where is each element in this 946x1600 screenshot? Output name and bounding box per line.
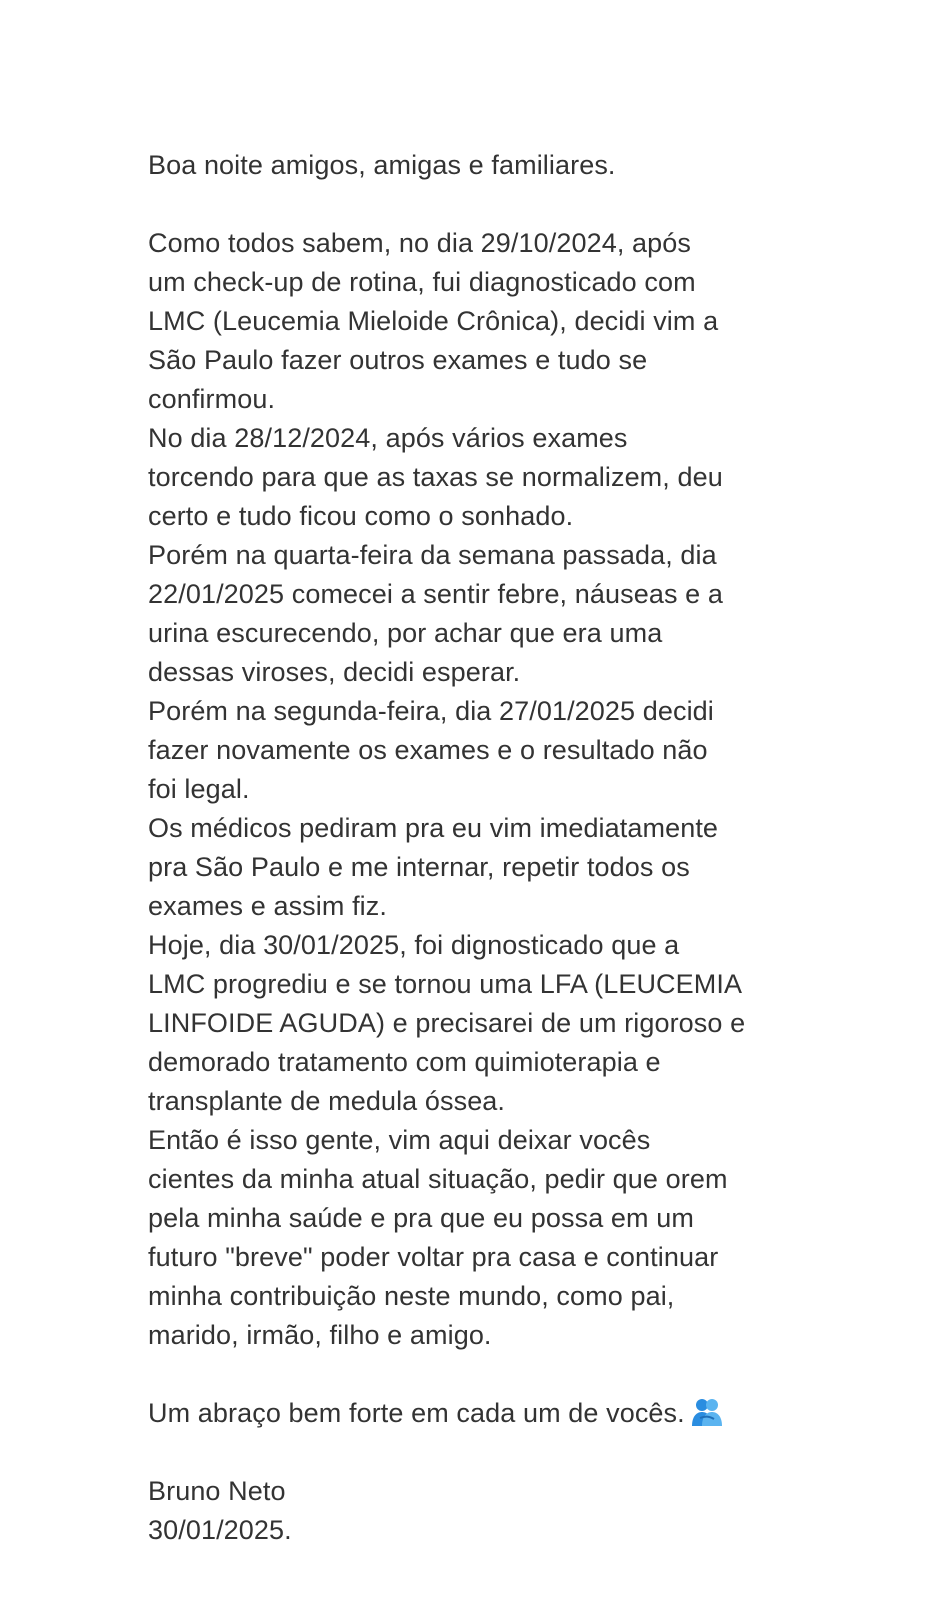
message-line: minha contribuição neste mundo, como pai, (148, 1281, 675, 1311)
blank-line (148, 185, 788, 224)
message-line: demorado tratamento com quimioterapia e (148, 1047, 661, 1077)
message-line: um check-up de rotina, fui diagnosticado com (148, 267, 696, 297)
message-line: cientes da minha atual situação, pedir que orem (148, 1164, 728, 1194)
greeting-line: Boa noite amigos, amigas e familiares. (148, 150, 616, 180)
message-line: urina escurecendo, por achar que era uma (148, 618, 663, 648)
message-line: LMC progrediu e se tornou uma LFA (LEUCEMIA (148, 969, 743, 999)
message-paragraph (148, 224, 788, 1355)
message-line: Então é isso gente, vim aqui deixar vocês (148, 1125, 651, 1155)
message-line: São Paulo fazer outros exames e tudo se (148, 345, 648, 375)
message-line: exames e assim fiz. (148, 891, 387, 921)
signature-name: Bruno Neto (148, 1476, 286, 1506)
closing-text: Um abraço bem forte em cada um de vocês. (148, 1398, 685, 1428)
people-hugging-icon (691, 1397, 723, 1427)
message-line: LMC (Leucemia Mieloide Crônica), decidi vim a (148, 306, 719, 336)
message-line: transplante de medula óssea. (148, 1086, 506, 1116)
signature-date: 30/01/2025. (148, 1515, 292, 1545)
message-line: futuro "breve" poder voltar pra casa e continuar (148, 1242, 719, 1272)
message-body (148, 146, 788, 1550)
message-line: Como todos sabem, no dia 29/10/2024, após (148, 228, 691, 258)
message-line: LINFOIDE AGUDA) e precisarei de um rigoroso e (148, 1008, 746, 1038)
message-line: marido, irmão, filho e amigo. (148, 1320, 492, 1350)
closing-line (148, 1394, 788, 1433)
blank-line (148, 1433, 788, 1472)
message-line: fazer novamente os exames e o resultado não (148, 735, 708, 765)
message-line: No dia 28/12/2024, após vários exames (148, 423, 628, 453)
message-line: dessas viroses, decidi esperar. (148, 657, 521, 687)
message-line: Porém na segunda-feira, dia 27/01/2025 decidi (148, 696, 714, 726)
message-line: pela minha saúde e pra que eu possa em um (148, 1203, 694, 1233)
message-line: 22/01/2025 comecei a sentir febre, náuseas e a (148, 579, 723, 609)
blank-line (148, 1355, 788, 1394)
message-line: foi legal. (148, 774, 250, 804)
message-line: pra São Paulo e me internar, repetir todos os (148, 852, 690, 882)
message-line: Porém na quarta-feira da semana passada, dia (148, 540, 717, 570)
message-line: certo e tudo ficou como o sonhado. (148, 501, 574, 531)
message-line: confirmou. (148, 384, 276, 414)
message-line: torcendo para que as taxas se normalizem, deu (148, 462, 723, 492)
message-line: Hoje, dia 30/01/2025, foi dignosticado que a (148, 930, 680, 960)
message-line: Os médicos pediram pra eu vim imediatamente (148, 813, 719, 843)
